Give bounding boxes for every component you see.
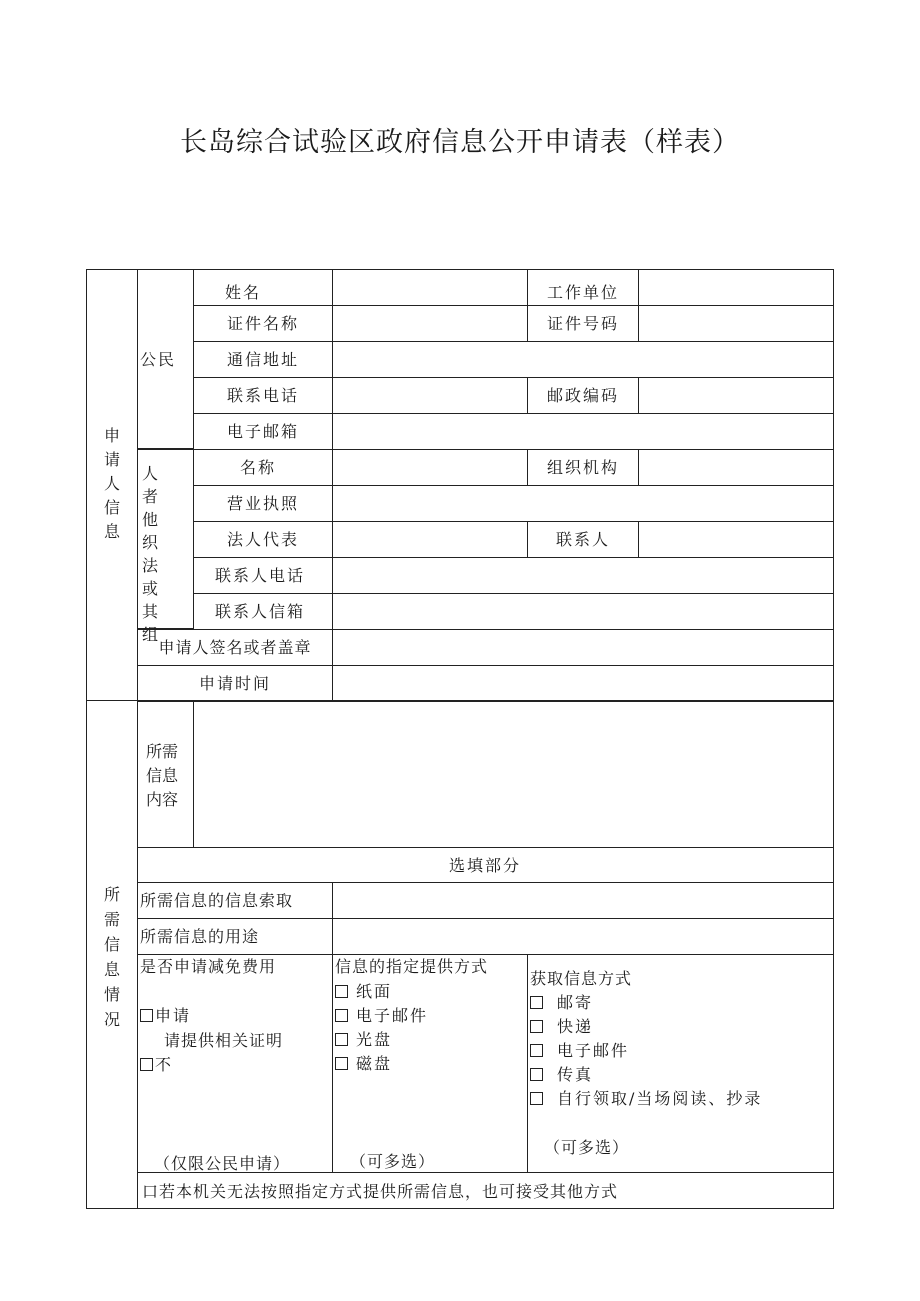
contact-phone-label: 联系人电话 [214, 566, 305, 585]
id-number-label: 证件号码 [546, 314, 619, 333]
fee-waiver-footnote: （仅限公民申请） [154, 1154, 291, 1173]
index-label: 所需信息的信息索取 [140, 891, 294, 910]
license-field[interactable] [332, 485, 834, 522]
obtain-method-title: 获取信息方式 [530, 969, 633, 988]
provide-method-title: 信息的指定提供方式 [335, 957, 489, 976]
legal-rep-field[interactable] [332, 521, 528, 558]
obtain-fax-label: 传真 [557, 1065, 594, 1084]
email-label: 电子邮箱 [226, 422, 299, 441]
info-section-label: 所需信息情况 [103, 885, 120, 1029]
id-type-label: 证件名称 [226, 314, 299, 333]
legal-rep-label: 法人代表 [226, 530, 299, 549]
fee-waiver-apply-note: 请提供相关证明 [164, 1031, 284, 1050]
org-code-label: 组织机构 [546, 458, 619, 477]
provide-cd-label: 光盘 [356, 1030, 393, 1049]
provide-option-disk[interactable] [335, 1054, 392, 1074]
fee-waiver-apply-checkbox[interactable] [140, 1009, 153, 1022]
name-label: 姓名 [224, 283, 261, 302]
phone-label: 联系电话 [226, 386, 299, 405]
obtain-option-express[interactable] [530, 1017, 593, 1037]
provide-email-label: 电子邮件 [356, 1006, 429, 1025]
obtain-email-label: 电子邮件 [557, 1041, 630, 1060]
obtain-mail-checkbox[interactable] [530, 996, 543, 1009]
index-field[interactable] [332, 882, 834, 919]
obtain-option-mail[interactable] [530, 993, 593, 1013]
bottom-note[interactable]: 口若本机关无法按照指定方式提供所需信息，也可接受其他方式 [142, 1182, 619, 1201]
applicant-section-label: 申请人信息 [103, 426, 120, 541]
obtain-express-label: 快递 [557, 1017, 594, 1036]
contact-email-label: 联系人信箱 [214, 602, 305, 621]
obtain-option-fax[interactable] [530, 1065, 593, 1085]
purpose-field[interactable] [332, 918, 834, 955]
work-unit-field[interactable] [638, 269, 834, 306]
date-field[interactable] [332, 665, 834, 702]
phone-field[interactable] [332, 377, 528, 414]
signature-field[interactable] [332, 629, 834, 666]
id-type-field[interactable] [332, 305, 528, 342]
contact-email-field[interactable] [332, 593, 834, 630]
address-label: 通信地址 [226, 350, 299, 369]
content-label: 所需信息内容 [146, 742, 179, 809]
obtain-self-pickup-label: 自行领取/当场阅读、抄录 [557, 1089, 763, 1108]
provide-disk-label: 磁盘 [356, 1054, 393, 1073]
obtain-mail-label: 邮寄 [557, 993, 594, 1012]
provide-cd-checkbox[interactable] [335, 1033, 348, 1046]
content-field[interactable] [193, 700, 834, 848]
provide-option-cd[interactable] [335, 1030, 392, 1050]
email-field[interactable] [332, 413, 834, 450]
contact-label: 联系人 [555, 530, 610, 549]
address-field[interactable] [332, 341, 834, 378]
fee-waiver-apply-option[interactable] [140, 1006, 191, 1026]
org-name-field[interactable] [332, 449, 528, 486]
org-label: 人者他织法或其组 [141, 464, 158, 644]
form-title: 长岛综合试验区政府信息公开申请表（样表） [180, 127, 740, 158]
org-code-field[interactable] [638, 449, 834, 486]
date-label: 申请时间 [198, 674, 271, 693]
purpose-label: 所需信息的用途 [140, 927, 260, 946]
obtain-self-pickup-checkbox[interactable] [530, 1092, 543, 1105]
contact-phone-field[interactable] [332, 557, 834, 594]
provide-paper-checkbox[interactable] [335, 985, 348, 998]
provide-option-paper[interactable] [335, 982, 392, 1002]
provide-option-email[interactable] [335, 1006, 428, 1026]
fee-waiver-no-option[interactable] [140, 1055, 173, 1075]
provide-email-checkbox[interactable] [335, 1009, 348, 1022]
obtain-option-email[interactable] [530, 1041, 629, 1061]
obtain-option-self-pickup[interactable] [530, 1089, 762, 1109]
obtain-fax-checkbox[interactable] [530, 1068, 543, 1081]
optional-header: 选填部分 [448, 856, 521, 875]
work-unit-label: 工作单位 [546, 283, 619, 302]
fee-waiver-apply-label: 申请 [155, 1006, 192, 1025]
obtain-express-checkbox[interactable] [530, 1020, 543, 1033]
license-label: 营业执照 [226, 494, 299, 513]
obtain-email-checkbox[interactable] [530, 1044, 543, 1057]
postcode-label: 邮政编码 [546, 386, 619, 405]
citizen-label: 公民 [140, 350, 177, 369]
postcode-field[interactable] [638, 377, 834, 414]
name-field[interactable] [332, 269, 528, 306]
provide-paper-label: 纸面 [356, 982, 393, 1001]
fee-waiver-no-label: 不 [155, 1055, 174, 1074]
fee-waiver-title: 是否申请减免费用 [140, 957, 277, 976]
signature-label: 申请人签名或者盖章 [158, 638, 312, 657]
id-number-field[interactable] [638, 305, 834, 342]
obtain-method-footnote: （可多选） [544, 1138, 630, 1157]
provide-disk-checkbox[interactable] [335, 1057, 348, 1070]
contact-field[interactable] [638, 521, 834, 558]
fee-waiver-no-checkbox[interactable] [140, 1058, 153, 1071]
provide-method-footnote: （可多选） [350, 1152, 436, 1171]
org-name-label: 名称 [239, 458, 276, 477]
